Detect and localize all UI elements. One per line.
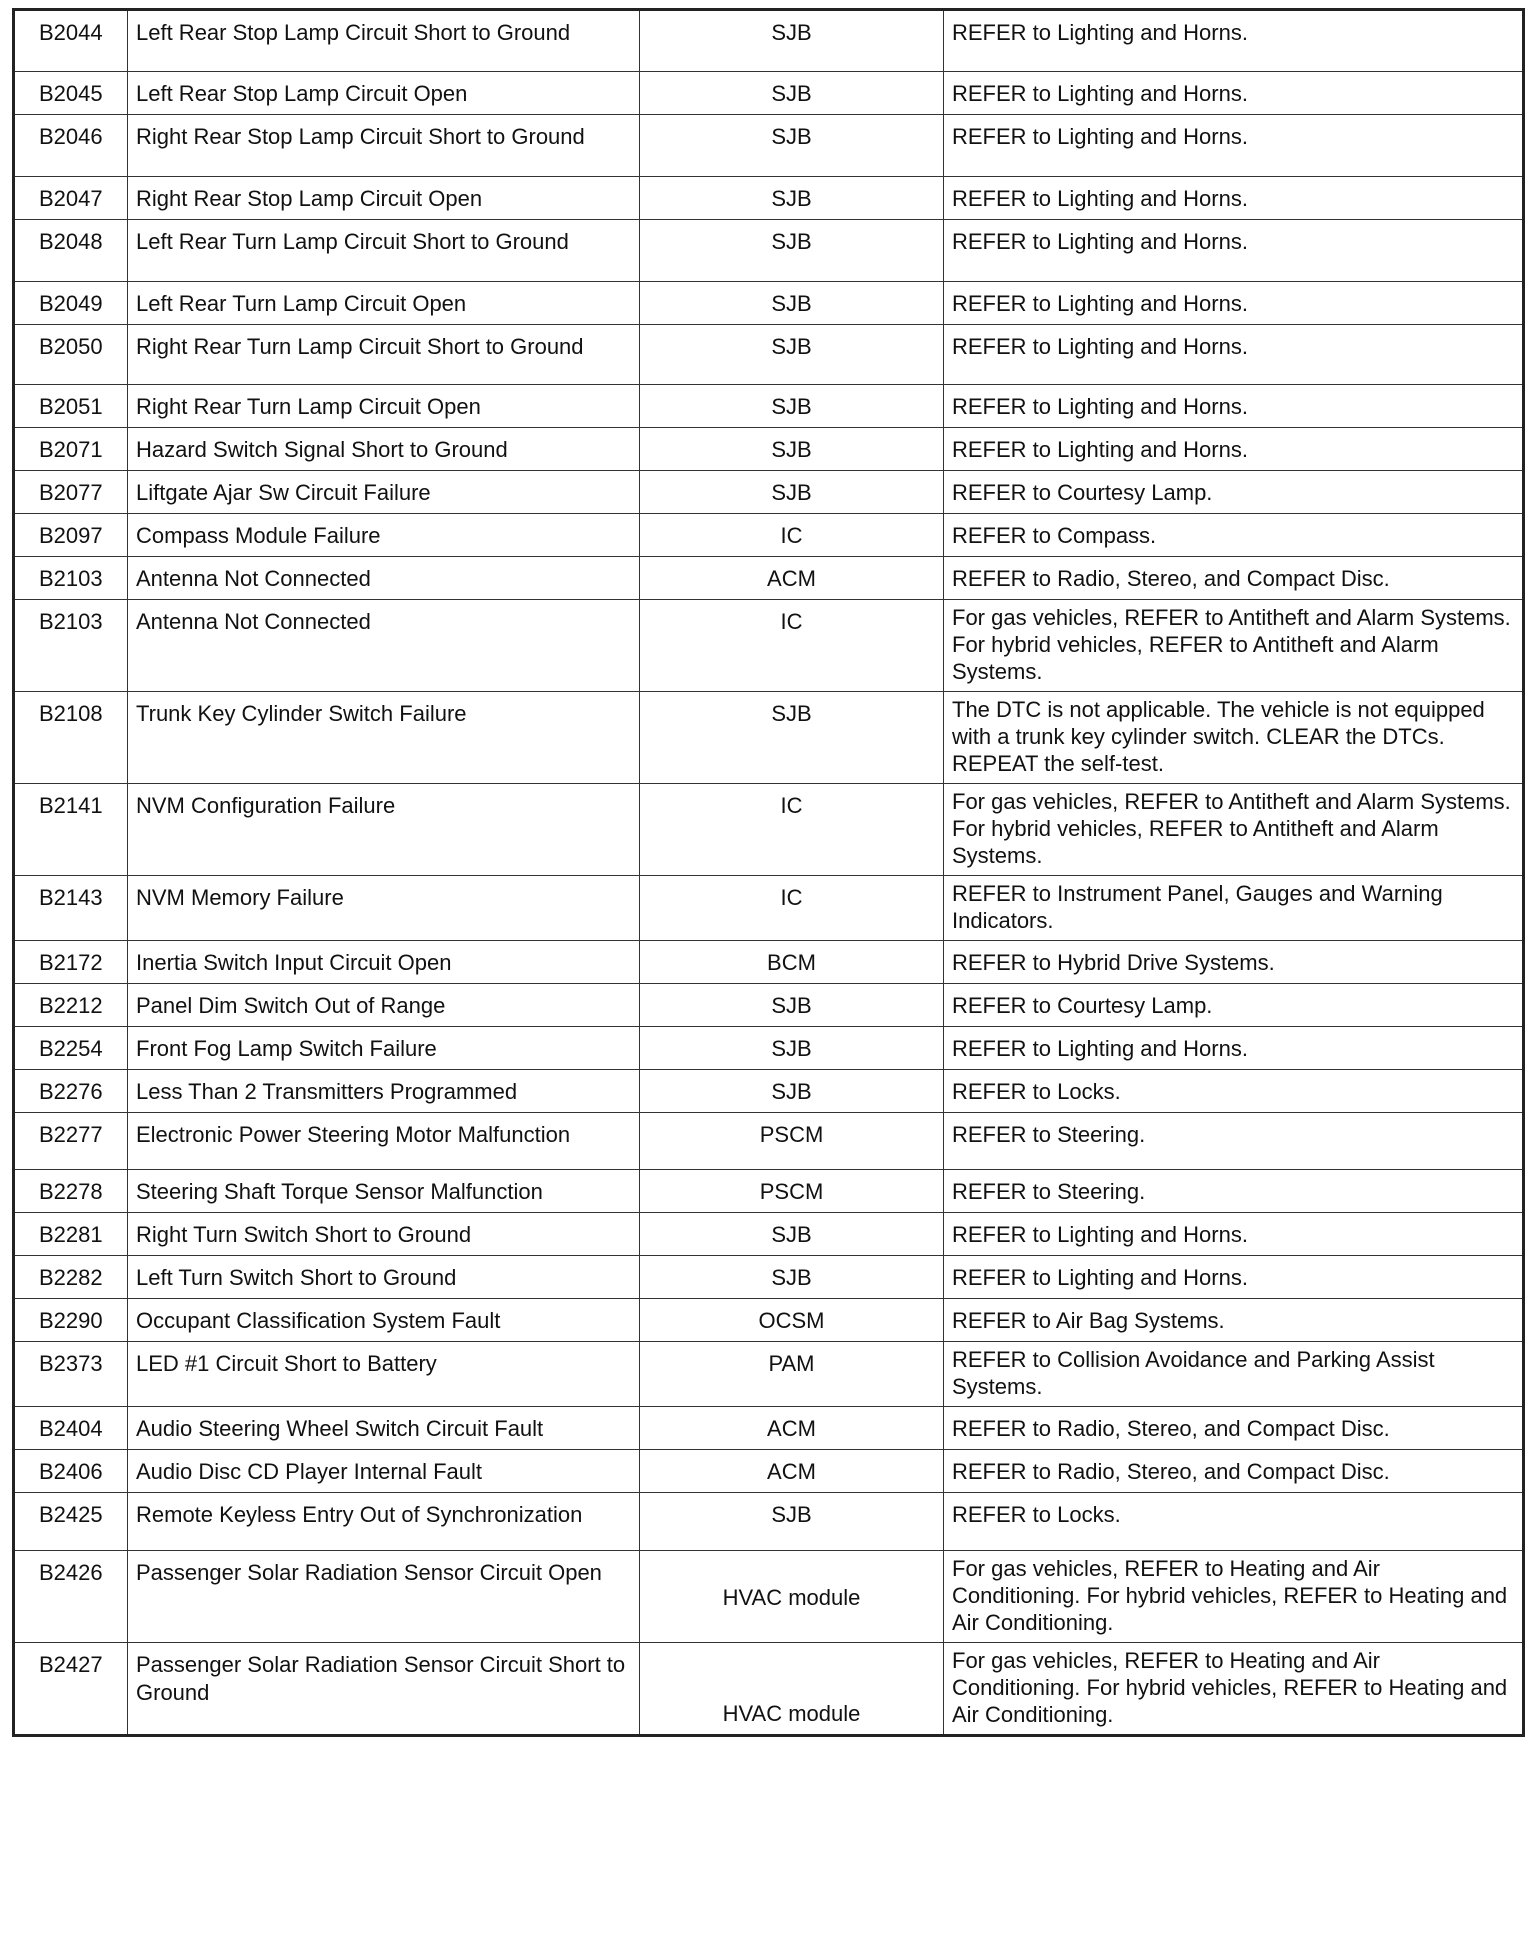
- table-row: [14, 1113, 1524, 1170]
- dtc-code: B2276: [14, 1070, 128, 1113]
- dtc-table: [12, 8, 1525, 1737]
- dtc-code: B2277: [14, 1113, 128, 1170]
- dtc-action: REFER to Compass.: [944, 514, 1524, 557]
- table-row: [14, 220, 1524, 282]
- dtc-action: REFER to Lighting and Horns.: [944, 325, 1524, 385]
- dtc-module: OCSM: [640, 1299, 944, 1342]
- table-row: [14, 1070, 1524, 1113]
- dtc-description: Antenna Not Connected: [128, 600, 640, 692]
- dtc-description: Left Rear Stop Lamp Circuit Short to Ground: [128, 10, 640, 72]
- dtc-description: Steering Shaft Torque Sensor Malfunction: [128, 1170, 640, 1213]
- dtc-module: PAM: [640, 1342, 944, 1407]
- table-row: [14, 385, 1524, 428]
- dtc-module: ACM: [640, 557, 944, 600]
- dtc-code: B2097: [14, 514, 128, 557]
- table-row: [14, 1407, 1524, 1450]
- dtc-code: B2044: [14, 10, 128, 72]
- dtc-action: REFER to Radio, Stereo, and Compact Disc.: [944, 1450, 1524, 1493]
- dtc-action: REFER to Hybrid Drive Systems.: [944, 941, 1524, 984]
- dtc-description: Left Turn Switch Short to Ground: [128, 1256, 640, 1299]
- table-row: [14, 10, 1524, 72]
- dtc-description: Audio Steering Wheel Switch Circuit Fault: [128, 1407, 640, 1450]
- dtc-description: Right Rear Turn Lamp Circuit Short to Ground: [128, 325, 640, 385]
- table-row: [14, 471, 1524, 514]
- dtc-module: SJB: [640, 385, 944, 428]
- table-row: [14, 72, 1524, 115]
- dtc-module: SJB: [640, 428, 944, 471]
- dtc-module: SJB: [640, 115, 944, 177]
- dtc-code: B2406: [14, 1450, 128, 1493]
- dtc-module: IC: [640, 514, 944, 557]
- table-row: [14, 557, 1524, 600]
- dtc-code: B2427: [14, 1643, 128, 1736]
- dtc-description: Right Turn Switch Short to Ground: [128, 1213, 640, 1256]
- dtc-action: REFER to Locks.: [944, 1070, 1524, 1113]
- table-row: [14, 784, 1524, 876]
- table-row: [14, 428, 1524, 471]
- dtc-action: REFER to Courtesy Lamp.: [944, 471, 1524, 514]
- dtc-code: B2254: [14, 1027, 128, 1070]
- table-row: [14, 1027, 1524, 1070]
- dtc-module: IC: [640, 600, 944, 692]
- dtc-module: BCM: [640, 941, 944, 984]
- dtc-description: Passenger Solar Radiation Sensor Circuit Open: [128, 1551, 640, 1643]
- table-row: [14, 1299, 1524, 1342]
- dtc-module: IC: [640, 784, 944, 876]
- dtc-code: B2103: [14, 600, 128, 692]
- dtc-code: B2077: [14, 471, 128, 514]
- table-row: [14, 514, 1524, 557]
- dtc-action: REFER to Lighting and Horns.: [944, 1027, 1524, 1070]
- dtc-description: Right Rear Turn Lamp Circuit Open: [128, 385, 640, 428]
- table-row: [14, 325, 1524, 385]
- dtc-code: B2045: [14, 72, 128, 115]
- table-row: [14, 600, 1524, 692]
- dtc-module: SJB: [640, 1027, 944, 1070]
- table-row: [14, 177, 1524, 220]
- dtc-code: B2141: [14, 784, 128, 876]
- dtc-module: SJB: [640, 72, 944, 115]
- dtc-module: SJB: [640, 1256, 944, 1299]
- dtc-action: REFER to Steering.: [944, 1113, 1524, 1170]
- table-row: [14, 1170, 1524, 1213]
- dtc-description: Antenna Not Connected: [128, 557, 640, 600]
- dtc-action: REFER to Lighting and Horns.: [944, 220, 1524, 282]
- dtc-action: For gas vehicles, REFER to Heating and Air Conditioning. For hybrid vehicles, REFER to Heating and Air Conditioning.: [944, 1643, 1524, 1736]
- dtc-module: SJB: [640, 1213, 944, 1256]
- dtc-action: REFER to Instrument Panel, Gauges and Warning Indicators.: [944, 876, 1524, 941]
- dtc-code: B2282: [14, 1256, 128, 1299]
- dtc-code: B2425: [14, 1493, 128, 1551]
- dtc-code: B2426: [14, 1551, 128, 1643]
- dtc-module: SJB: [640, 177, 944, 220]
- dtc-description: Less Than 2 Transmitters Programmed: [128, 1070, 640, 1113]
- dtc-code: B2143: [14, 876, 128, 941]
- dtc-action: REFER to Steering.: [944, 1170, 1524, 1213]
- dtc-action: REFER to Radio, Stereo, and Compact Disc.: [944, 557, 1524, 600]
- dtc-code: B2404: [14, 1407, 128, 1450]
- dtc-description: Electronic Power Steering Motor Malfunction: [128, 1113, 640, 1170]
- dtc-module: PSCM: [640, 1113, 944, 1170]
- dtc-module: SJB: [640, 220, 944, 282]
- dtc-module: SJB: [640, 984, 944, 1027]
- dtc-action: REFER to Lighting and Horns.: [944, 115, 1524, 177]
- table-row: [14, 1342, 1524, 1407]
- dtc-description: Compass Module Failure: [128, 514, 640, 557]
- dtc-code: B2281: [14, 1213, 128, 1256]
- dtc-code: B2051: [14, 385, 128, 428]
- dtc-description: Trunk Key Cylinder Switch Failure: [128, 692, 640, 784]
- dtc-code: B2048: [14, 220, 128, 282]
- dtc-description: Occupant Classification System Fault: [128, 1299, 640, 1342]
- dtc-action: REFER to Lighting and Horns.: [944, 177, 1524, 220]
- table-row: [14, 1643, 1524, 1736]
- dtc-code: B2278: [14, 1170, 128, 1213]
- dtc-table-body: [14, 10, 1524, 1736]
- dtc-description: Left Rear Stop Lamp Circuit Open: [128, 72, 640, 115]
- table-row: [14, 876, 1524, 941]
- dtc-action: REFER to Courtesy Lamp.: [944, 984, 1524, 1027]
- dtc-description: Inertia Switch Input Circuit Open: [128, 941, 640, 984]
- dtc-module: SJB: [640, 1070, 944, 1113]
- dtc-action: For gas vehicles, REFER to Heating and Air Conditioning. For hybrid vehicles, REFER to Heating and Air Conditioning.: [944, 1551, 1524, 1643]
- dtc-action: The DTC is not applicable. The vehicle is not equipped with a trunk key cylinder switch. CLEAR the DTCs. REPEAT the self-test.: [944, 692, 1524, 784]
- dtc-code: B2047: [14, 177, 128, 220]
- table-row: [14, 115, 1524, 177]
- dtc-action: REFER to Air Bag Systems.: [944, 1299, 1524, 1342]
- dtc-action: REFER to Lighting and Horns.: [944, 282, 1524, 325]
- dtc-action: REFER to Lighting and Horns.: [944, 10, 1524, 72]
- dtc-action: REFER to Lighting and Horns.: [944, 1213, 1524, 1256]
- dtc-code: B2212: [14, 984, 128, 1027]
- table-row: [14, 692, 1524, 784]
- dtc-module: IC: [640, 876, 944, 941]
- dtc-description: Right Rear Stop Lamp Circuit Open: [128, 177, 640, 220]
- dtc-module: SJB: [640, 282, 944, 325]
- dtc-code: B2108: [14, 692, 128, 784]
- dtc-code: B2071: [14, 428, 128, 471]
- dtc-code: B2049: [14, 282, 128, 325]
- dtc-code: B2046: [14, 115, 128, 177]
- dtc-module: SJB: [640, 471, 944, 514]
- dtc-module: SJB: [640, 1493, 944, 1551]
- dtc-description: Panel Dim Switch Out of Range: [128, 984, 640, 1027]
- dtc-action: REFER to Lighting and Horns.: [944, 385, 1524, 428]
- dtc-description: Left Rear Turn Lamp Circuit Short to Ground: [128, 220, 640, 282]
- dtc-description: Left Rear Turn Lamp Circuit Open: [128, 282, 640, 325]
- table-row: [14, 1256, 1524, 1299]
- dtc-description: NVM Configuration Failure: [128, 784, 640, 876]
- table-row: [14, 1493, 1524, 1551]
- dtc-description: LED #1 Circuit Short to Battery: [128, 1342, 640, 1407]
- dtc-module: PSCM: [640, 1170, 944, 1213]
- dtc-code: B2172: [14, 941, 128, 984]
- dtc-description: Audio Disc CD Player Internal Fault: [128, 1450, 640, 1493]
- dtc-code: B2050: [14, 325, 128, 385]
- dtc-description: Remote Keyless Entry Out of Synchronization: [128, 1493, 640, 1551]
- dtc-description: Liftgate Ajar Sw Circuit Failure: [128, 471, 640, 514]
- table-row: [14, 1450, 1524, 1493]
- dtc-action: REFER to Locks.: [944, 1493, 1524, 1551]
- dtc-module: HVAC module: [640, 1551, 944, 1643]
- dtc-description: Right Rear Stop Lamp Circuit Short to Ground: [128, 115, 640, 177]
- dtc-code: B2290: [14, 1299, 128, 1342]
- dtc-module: SJB: [640, 10, 944, 72]
- dtc-code: B2373: [14, 1342, 128, 1407]
- dtc-action: REFER to Lighting and Horns.: [944, 72, 1524, 115]
- table-row: [14, 984, 1524, 1027]
- table-row: [14, 941, 1524, 984]
- dtc-action: REFER to Collision Avoidance and Parking Assist Systems.: [944, 1342, 1524, 1407]
- dtc-module: ACM: [640, 1450, 944, 1493]
- dtc-action: For gas vehicles, REFER to Antitheft and Alarm Systems. For hybrid vehicles, REFER to Antitheft and Alarm Systems.: [944, 784, 1524, 876]
- dtc-code: B2103: [14, 557, 128, 600]
- table-row: [14, 282, 1524, 325]
- dtc-description: Hazard Switch Signal Short to Ground: [128, 428, 640, 471]
- table-row: [14, 1551, 1524, 1643]
- dtc-description: NVM Memory Failure: [128, 876, 640, 941]
- dtc-module: SJB: [640, 325, 944, 385]
- dtc-description: Passenger Solar Radiation Sensor Circuit Short to Ground: [128, 1643, 640, 1736]
- dtc-description: Front Fog Lamp Switch Failure: [128, 1027, 640, 1070]
- table-row: [14, 1213, 1524, 1256]
- dtc-module: HVAC module: [640, 1643, 944, 1736]
- dtc-action: For gas vehicles, REFER to Antitheft and Alarm Systems. For hybrid vehicles, REFER to Antitheft and Alarm Systems.: [944, 600, 1524, 692]
- dtc-module: SJB: [640, 692, 944, 784]
- dtc-action: REFER to Lighting and Horns.: [944, 1256, 1524, 1299]
- dtc-module: ACM: [640, 1407, 944, 1450]
- dtc-action: REFER to Radio, Stereo, and Compact Disc.: [944, 1407, 1524, 1450]
- dtc-action: REFER to Lighting and Horns.: [944, 428, 1524, 471]
